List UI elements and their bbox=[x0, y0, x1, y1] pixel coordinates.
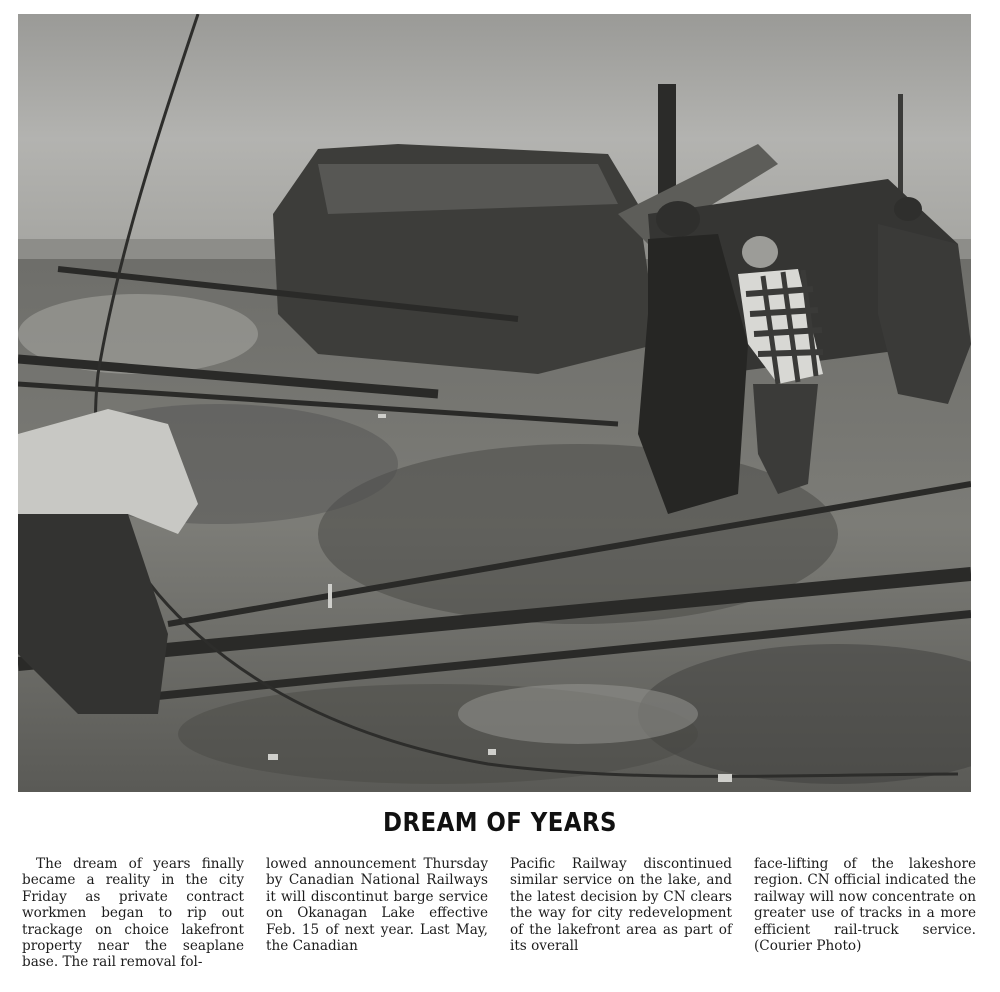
caption-column-4: face-lifting of the lakeshore region. CN official indicated the railway will now concentrate on greater use of tracks in a more efficient rail-truck service. (Courier Photo) bbox=[754, 856, 976, 955]
caption-column-3: Pacific Railway discontinued similar service on the lake, and the latest decision by CN clears the way for city redevelopment of the lakefront area as part of its overall bbox=[510, 856, 732, 955]
caption-column-2: lowed announcement Thursday by Canadian National Railways it will discontinut barge service on Okanagan Lake effective Feb. 15 of next year. Last May, the Canadian bbox=[266, 856, 488, 955]
news-photo bbox=[18, 14, 971, 792]
headline: DREAM OF YEARS bbox=[383, 808, 617, 838]
caption-column-1: The dream of years finally became a reality in the city Friday as private contract workmen began to rip out trackage on choice lakefront property near the seaplane base. The rail removal fol- bbox=[22, 856, 244, 971]
